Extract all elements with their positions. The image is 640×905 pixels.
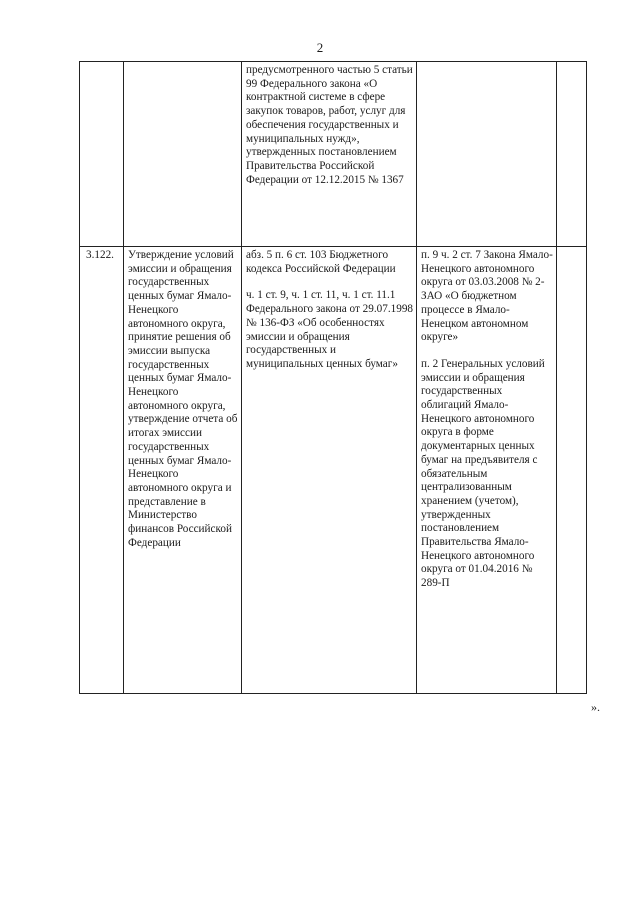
subject-cell <box>124 62 242 247</box>
federal-basis-text: предусмотренного частью 5 статьи 99 Федерального закона «О контрактной системе в сфере закупок товаров, работ, услуг для обеспечения государственных и муниципальных нужд», утвержденных постановлением Правительства Российской Федерации от 12.12.2015 № 1367 <box>246 64 413 186</box>
page-number: 2 <box>316 40 324 55</box>
regional-basis-cell <box>417 62 557 247</box>
federal-basis-cell <box>242 62 417 247</box>
federal-basis-text: абз. 5 п. 6 ст. 103 Бюджетного кодекса Российской Федерации <box>246 249 396 275</box>
paragraph-spacer <box>246 276 413 289</box>
regional-basis-cell <box>417 247 557 694</box>
subject-cell: Утверждение условий эмиссии и обращения государственных ценных бумаг Ямало-Ненецкого автономного округа, принятие решения об эмиссии выпуска государственных ценных бумаг Ямало-Ненецкого автономного округа, утверждение отчета об итогах эмиссии государственных ценных бумаг Ямало-Ненецкого автономного округа и представление в Министерство финансов Российской Федерации <box>124 247 242 694</box>
federal-basis-text: ч. 1 ст. 9, ч. 1 ст. 11, ч. 1 ст. 11.1 Федерального закона от 29.07.1998 № 136-ФЗ «Об особенностях эмиссии и обращения государственных и муниципальных ценных бумаг» <box>246 289 414 370</box>
federal-basis-cell <box>242 247 417 694</box>
note-cell <box>557 247 587 694</box>
row-number-cell: 3.122. <box>80 247 124 694</box>
regional-basis-text: п. 2 Генеральных условий эмиссии и обращения государственных облигаций Ямало-Ненецкого автономного округа в форме документарных ценных бумаг на предъявителя с обязательным централизованным хранением (учетом), утвержденных постановлением Правительства Ямало-Ненецкого автономного округа от 01.04.2016 № 289-П <box>421 357 545 590</box>
table-row <box>80 247 587 694</box>
row-number-cell <box>80 62 124 247</box>
regional-basis-text: п. 9 ч. 2 ст. 7 Закона Ямало-Ненецкого автономного округа от 03.03.2008 № 2-ЗАО «О бюджетном процессе в Ямало-Ненецком автономном округе» <box>421 249 553 344</box>
table-row <box>80 62 587 247</box>
closing-quote-mark: ». <box>591 700 600 714</box>
legal-basis-table <box>79 61 587 694</box>
paragraph-spacer <box>421 345 553 358</box>
note-cell <box>557 62 587 247</box>
